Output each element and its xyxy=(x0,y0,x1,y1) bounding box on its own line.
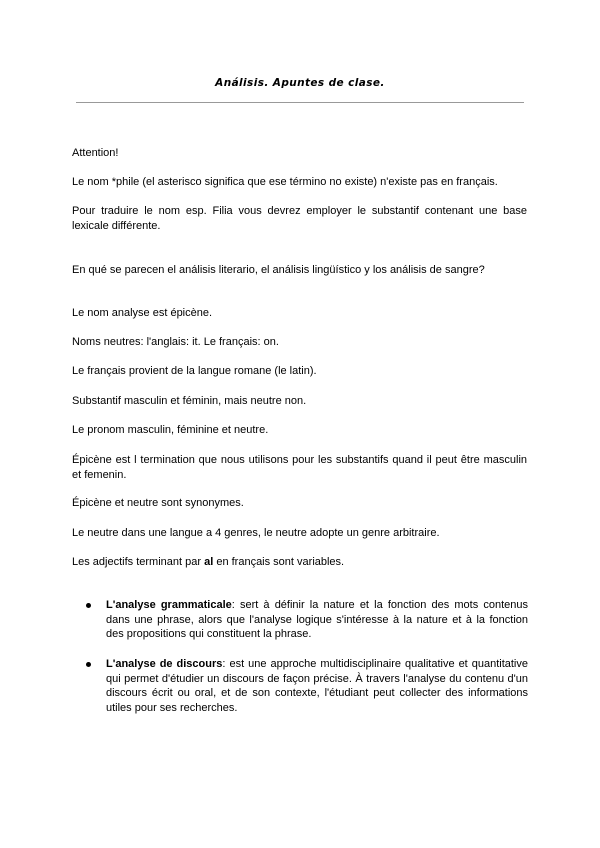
bullet-description: : sert à définir la nature et la fonction des mots contenus dans une phrase, alors que l'analyse logique s'intéresse à la nature et à la fonction des propositions qui constituent la phrase. xyxy=(106,599,528,640)
paragraph-substantif: Substantif masculin et féminin, mais neutre non. xyxy=(72,395,307,407)
paragraph-neutral-nouns: Noms neutres: l'anglais: it. Le français: on. xyxy=(72,336,279,348)
bullet-description: : est une approche multidisciplinaire qualitative et quantitative qui permet d'étudier un discours de façon précise. À travers l'analyse du contenu d'un discours écrit ou oral, et de son contexte, l'étudiant peut collecter des informations utiles pour ses recherches. xyxy=(106,658,528,714)
paragraph-pronom: Le pronom masculin, féminine et neutre. xyxy=(72,424,269,436)
paragraph-origin: Le français provient de la langue romane (le latin). xyxy=(72,365,317,377)
paragraph-epicene-definition: Épicène est l termination que nous utilisons pour les substantifs quand il peut être masculin et femenin. xyxy=(72,454,527,481)
paragraph-adjectifs xyxy=(72,555,527,570)
bullet-text xyxy=(106,598,528,642)
paragraph-epicene: Le nom analyse est épicène. xyxy=(72,307,213,319)
paragraph-filia: Pour traduire le nom esp. Filia vous devrez employer le substantif contenant une base lexicale différente. xyxy=(72,205,527,232)
bullet-dot-icon xyxy=(86,603,91,608)
bullet-text xyxy=(106,657,528,715)
bullet-term: L'analyse grammaticale xyxy=(106,599,232,611)
adjectifs-bold-al: al xyxy=(204,556,214,568)
paragraph-neutre-genres: Le neutre dans une langue a 4 genres, le neutre adopte un genre arbitraire. xyxy=(72,527,440,539)
paragraph-question: En qué se parecen el análisis literario, el análisis lingüístico y los análisis de sangre? xyxy=(72,264,485,276)
paragraph-synonymes: Épicène et neutre sont synonymes. xyxy=(72,497,244,509)
paragraph-attention: Attention! xyxy=(72,147,119,159)
adjectifs-text-before: Les adjectifs terminant par xyxy=(72,556,205,568)
document-title: Análisis. Apuntes de clase. xyxy=(215,77,385,89)
paragraph-phile: Le nom *phile (el asterisco significa que ese término no existe) n'existe pas en français. xyxy=(72,176,498,188)
adjectifs-text-after: en français sont variables. xyxy=(213,556,345,568)
bullet-term: L'analyse de discours xyxy=(106,658,223,670)
title-divider xyxy=(76,102,524,103)
bullet-dot-icon xyxy=(86,662,91,667)
